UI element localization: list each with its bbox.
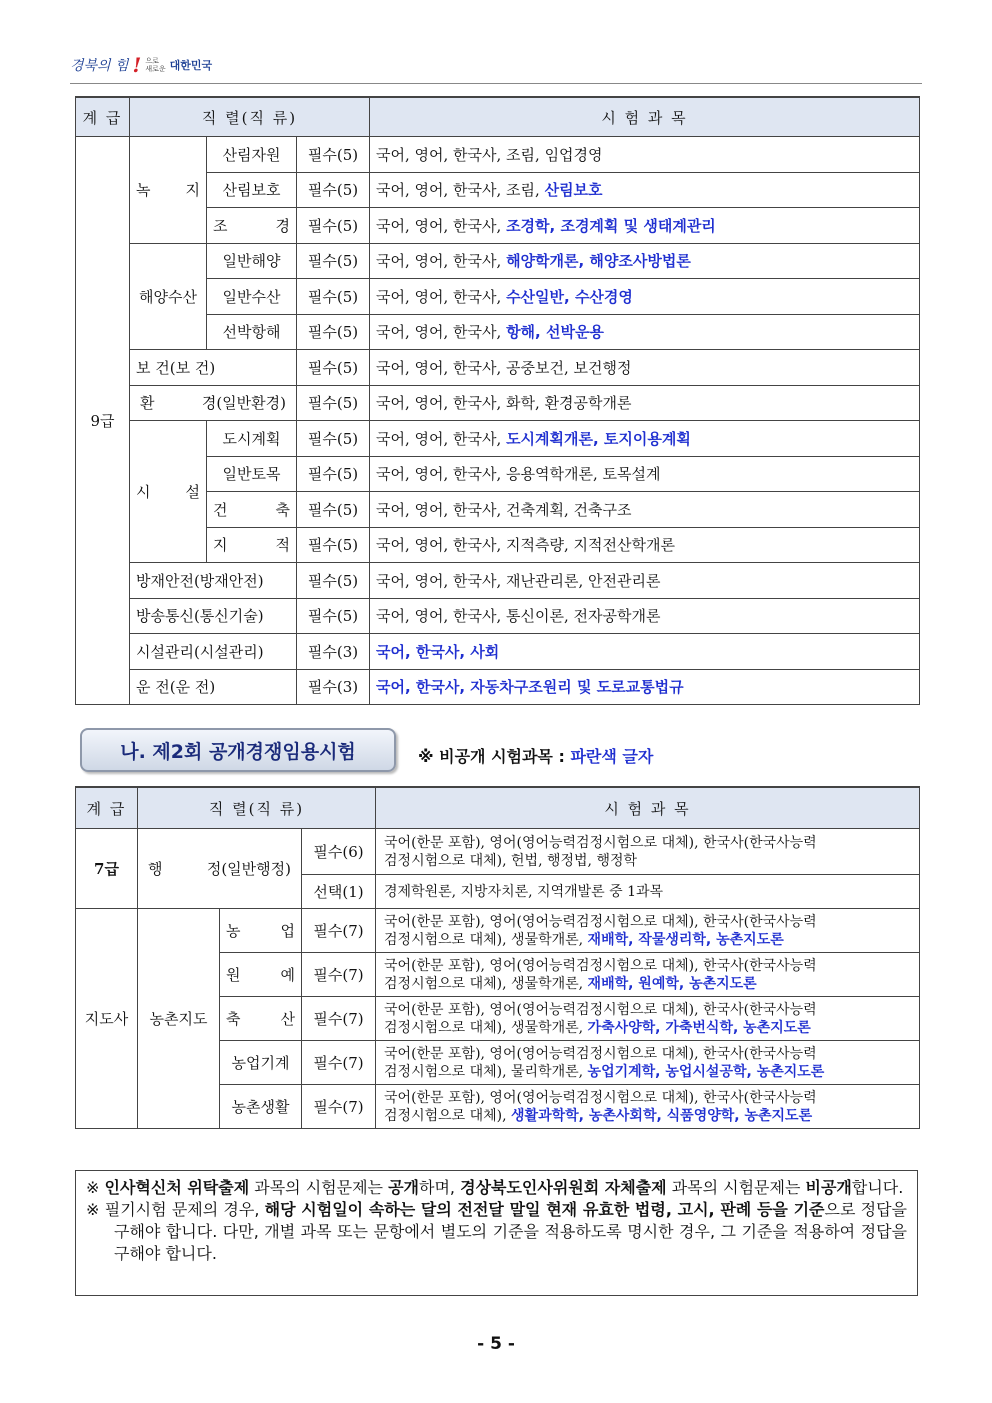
subjects-cell: 국어(한문 포함), 영어(영어능력검정시험으로 대체), 한국사(한국사능력 검정시험으로 대체), 생활과학학, 농촌사회학, 식품영양학, 농촌지도론 (376, 1085, 920, 1129)
header-grade: 계 급 (76, 97, 130, 137)
table-row (76, 829, 920, 875)
required-count: 필수(5) (297, 172, 370, 208)
series-group-cell: 농촌지도 (138, 909, 220, 1129)
subjects-cell: 국어, 영어, 한국사, 항해, 선박운용 (370, 314, 920, 350)
table-header-row (76, 97, 920, 137)
required-count: 필수(5) (297, 421, 370, 457)
subjects-cell: 국어, 영어, 한국사, 조경학, 조경계획 및 생태계관리 (370, 208, 920, 244)
series-cell: 행 정(일반행정) (138, 829, 302, 909)
subjects-cell: 국어, 영어, 한국사, 조림, 임업경영 (370, 137, 920, 173)
series-sub-cell: 축 산 (220, 997, 302, 1041)
required-count: 필수(7) (302, 953, 376, 997)
non-public-subjects: 수산일반, 수산경영 (506, 287, 633, 306)
required-count: 필수(5) (297, 137, 370, 173)
footnote-box (75, 1170, 918, 1296)
series-sub-cell: 선박항해 (207, 314, 297, 350)
elective-count: 선택(1) (302, 875, 376, 909)
table-header-row (76, 787, 920, 829)
subjects-cell: 국어(한문 포함), 영어(영어능력검정시험으로 대체), 한국사(한국사능력 검정시험으로 대체), 생물학개론, 재배학, 원예학, 농촌지도론 (376, 953, 920, 997)
series-cell: 방재안전(방재안전) (130, 563, 297, 599)
header-logo (70, 50, 212, 80)
series-cell: 환 경(일반환경) (130, 385, 297, 421)
series-sub-cell: 농업기계 (220, 1041, 302, 1085)
section-title: 나. 제2회 공개경쟁임용시험 (120, 740, 356, 763)
required-count: 필수(5) (297, 243, 370, 279)
series-sub-cell: 농촌생활 (220, 1085, 302, 1129)
table-row (76, 385, 920, 421)
non-public-subjects: 재배학, 원예학, 농촌지도론 (587, 975, 757, 992)
required-count: 필수(5) (297, 314, 370, 350)
series-sub-cell: 일반해양 (207, 243, 297, 279)
header-divider (70, 83, 922, 84)
subjects-cell: 국어, 영어, 한국사, 해양학개론, 해양조사방법론 (370, 243, 920, 279)
required-count: 필수(5) (297, 279, 370, 315)
table2-advisor-body (76, 909, 920, 1129)
footnote-1: ※ 인사혁신처 위탁출제 과목의 시험문제는 공개하며, 경상북도인사위원회 자체출제 과목의 시험문제는 비공개합니다. (86, 1178, 904, 1197)
required-count: 필수(3) (297, 634, 370, 670)
subjects-cell: 국어, 영어, 한국사, 통신이론, 전자공학개론 (370, 598, 920, 634)
section-title-box (80, 728, 396, 772)
subjects-cell: 국어, 영어, 한국사, 공중보건, 보건행정 (370, 350, 920, 386)
non-public-subjects: 농업기계학, 농업시설공학, 농촌지도론 (587, 1063, 825, 1080)
table-row (76, 563, 920, 599)
non-public-subjects: 재배학, 작물생리학, 농촌지도론 (587, 931, 784, 948)
logo-script: 경북의 힘 (70, 58, 129, 74)
non-public-subjects: 국어, 한국사, 사회 (376, 642, 500, 661)
header-grade: 계 급 (76, 787, 138, 829)
non-public-subjects: 해양학개론, 해양조사방법론 (506, 252, 691, 271)
table-row (76, 634, 920, 670)
table-row (76, 598, 920, 634)
subjects-cell: 국어, 영어, 한국사, 수산일반, 수산경영 (370, 279, 920, 315)
subjects-cell: 국어, 영어, 한국사, 재난관리론, 안전관리론 (370, 563, 920, 599)
header-subjects: 시 험 과 목 (370, 97, 920, 137)
table-row (76, 350, 920, 386)
required-count: 필수(5) (297, 385, 370, 421)
subjects-cell: 국어, 영어, 한국사, 화학, 환경공학개론 (370, 385, 920, 421)
page-number: - 5 - (477, 1334, 515, 1354)
non-public-subjects: 도시계획개론, 토지이용계획 (506, 429, 691, 448)
table-row (76, 243, 920, 279)
note-blue-text: 파란색 글자 (570, 747, 654, 766)
series-sub-cell: 건 축 (207, 492, 297, 528)
required-count: 필수(5) (297, 350, 370, 386)
required-count: 필수(7) (302, 909, 376, 953)
required-count: 필수(5) (297, 598, 370, 634)
exam-table-9grade (75, 96, 920, 705)
series-sub-cell: 도시계획 (207, 421, 297, 457)
non-public-subjects: 항해, 선박운용 (506, 323, 604, 342)
header-series: 직 렬(직 류) (138, 787, 376, 829)
series-sub-cell: 일반토목 (207, 456, 297, 492)
header-subjects: 시 험 과 목 (376, 787, 920, 829)
series-group-cell: 녹 지 (130, 137, 207, 244)
subjects-cell: 국어, 영어, 한국사, 조림, 산림보호 (370, 172, 920, 208)
series-cell: 보 건(보 건) (130, 350, 297, 386)
series-sub-cell: 원 예 (220, 953, 302, 997)
required-count: 필수(5) (297, 527, 370, 563)
non-public-subjects: 가축사양학, 가축번식학, 농촌지도론 (587, 1019, 811, 1036)
series-sub-cell: 일반수산 (207, 279, 297, 315)
table-row (76, 137, 920, 173)
required-count: 필수(7) (302, 1041, 376, 1085)
subjects-cell (370, 669, 920, 705)
series-cell: 방송통신(통신기술) (130, 598, 297, 634)
subjects-cell: 국어(한문 포함), 영어(영어능력검정시험으로 대체), 한국사(한국사능력 검정시험으로 대체), 생물학개론, 재배학, 작물생리학, 농촌지도론 (376, 909, 920, 953)
series-group-cell: 해양수산 (130, 243, 207, 350)
non-public-subjects: 산림보호 (544, 181, 603, 200)
subjects-cell: 국어, 영어, 한국사, 건축계획, 건축구조 (370, 492, 920, 528)
grade-cell: 9급 (76, 137, 130, 705)
subjects-cell: 국어(한문 포함), 영어(영어능력검정시험으로 대체), 한국사(한국사능력 검정시험으로 대체), 물리학개론, 농업기계학, 농업시설공학, 농촌지도론 (376, 1041, 920, 1085)
table-row (76, 421, 920, 457)
required-count: 필수(6) (302, 829, 376, 875)
logo-brand: 대한민국 (169, 59, 213, 72)
subjects-cell (370, 634, 920, 670)
series-cell: 시설관리(시설관리) (130, 634, 297, 670)
subjects-cell: 국어, 영어, 한국사, 응용역학개론, 토목설계 (370, 456, 920, 492)
non-public-subjects: 국어, 한국사, 자동차구조원리 및 도로교통법규 (376, 678, 684, 697)
subjects-cell: 국어(한문 포함), 영어(영어능력검정시험으로 대체), 한국사(한국사능력 검정시험으로 대체), 생물학개론, 가축사양학, 가축번식학, 농촌지도론 (376, 997, 920, 1041)
required-count: 필수(5) (297, 492, 370, 528)
series-sub-cell: 조 경 (207, 208, 297, 244)
header-series: 직 렬(직 류) (130, 97, 370, 137)
non-public-subjects: 조경학, 조경계획 및 생태계관리 (506, 216, 716, 235)
grade-cell: 7급 (76, 829, 138, 909)
non-public-note: ※ 비공개 시험과목 : 파란색 글자 (418, 747, 654, 766)
series-group-cell: 시 설 (130, 421, 207, 563)
table-row (76, 669, 920, 705)
required-count: 필수(7) (302, 997, 376, 1041)
grade-cell: 지도사 (76, 909, 138, 1129)
logo-bang: ! (132, 53, 142, 77)
series-sub-cell: 산림보호 (207, 172, 297, 208)
logo-small-text: 으로 새로운 (145, 57, 166, 73)
table1-body (76, 137, 920, 705)
footnote-2: ※ 필기시험 문제의 경우, 해당 시험일이 속하는 달의 전전달 말일 현재 유효한 법령, 고시, 판례 등을 기준으로 정답을 구해야 합니다. 다만, 개별 과목 또는 문항에서 별도의 기준을 적용하도록 명시한 경우, 그 기준을 적용하여 정답을 구해야 합니다. (86, 1200, 907, 1263)
table-row (76, 909, 920, 953)
series-cell: 운 전(운 전) (130, 669, 297, 705)
non-public-subjects: 생활과학학, 농촌사회학, 식품영양학, 농촌지도론 (511, 1107, 813, 1124)
series-sub-cell: 산림자원 (207, 137, 297, 173)
exam-table-2nd (75, 786, 920, 1129)
subjects-cell: 국어, 영어, 한국사, 지적측량, 지적전산학개론 (370, 527, 920, 563)
subjects-cell: 국어(한문 포함), 영어(영어능력검정시험으로 대체), 한국사(한국사능력 검정시험으로 대체), 헌법, 행정법, 행정학 (376, 829, 920, 875)
required-count: 필수(3) (297, 669, 370, 705)
subjects-cell: 경제학원론, 지방자치론, 지역개발론 중 1과목 (376, 875, 920, 909)
required-count: 필수(5) (297, 563, 370, 599)
series-sub-cell: 지 적 (207, 527, 297, 563)
required-count: 필수(5) (297, 456, 370, 492)
required-count: 필수(7) (302, 1085, 376, 1129)
series-sub-cell: 농 업 (220, 909, 302, 953)
subjects-cell: 국어, 영어, 한국사, 도시계획개론, 토지이용계획 (370, 421, 920, 457)
required-count: 필수(5) (297, 208, 370, 244)
